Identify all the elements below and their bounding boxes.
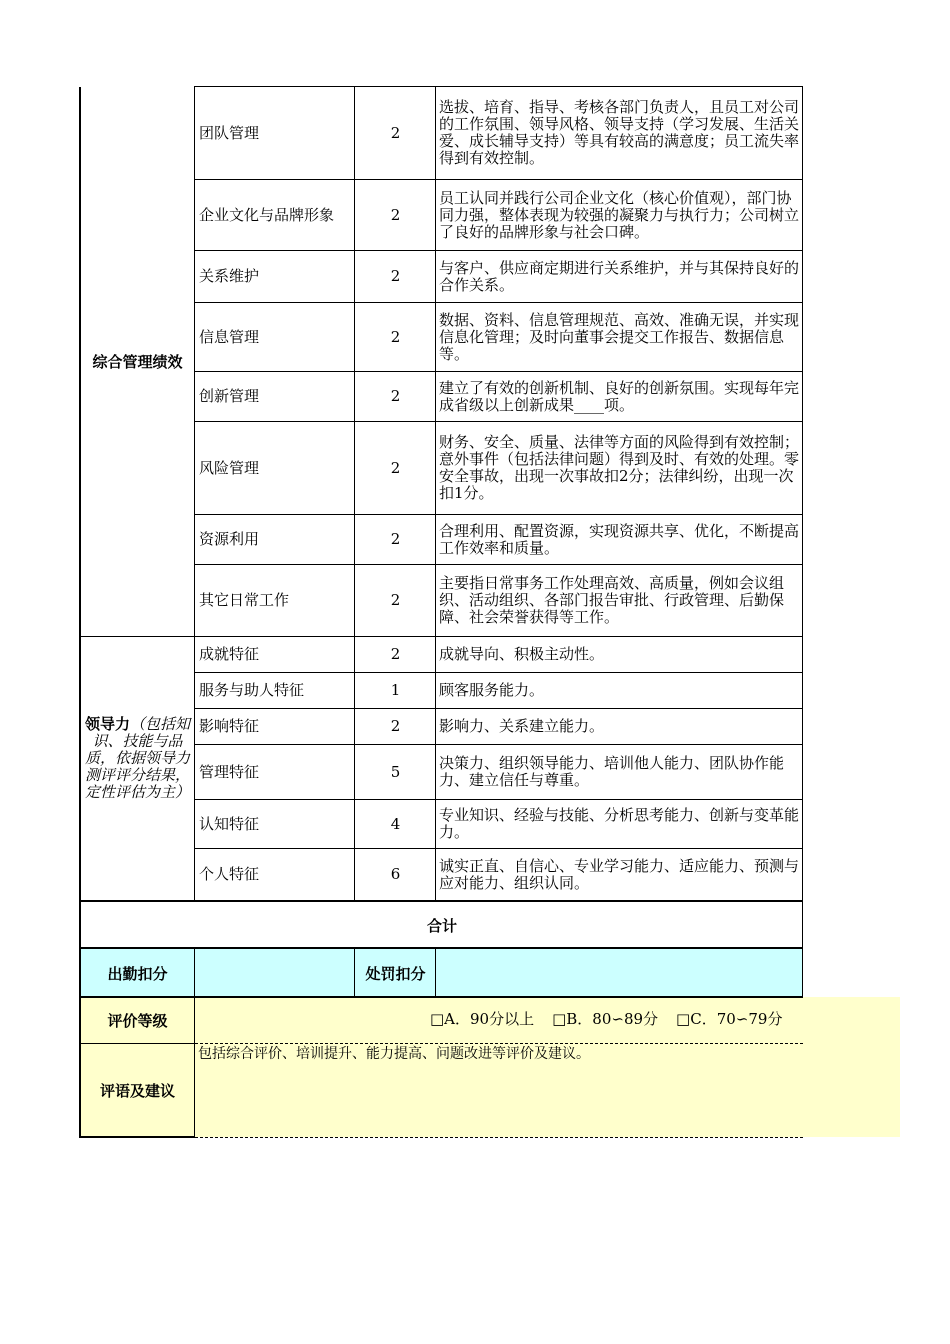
grade-options[interactable] — [430, 1011, 820, 1031]
desc-resource: 合理利用、配置资源，实现资源共享、优化，不断提高工作效率和质量。 — [439, 521, 800, 557]
item-innovation: 创新管理 — [199, 387, 260, 405]
grid-h-section — [79, 636, 803, 637]
desc-team-management: 选拔、培育、指导、考核各部门负责人，且员工对公司的工作氛围、领导风格、领导支持（学习发展、生活关爱、成长辅导支持）等具有较高的满意度；员工流失率得到有效控制。 — [439, 98, 800, 167]
desc-service: 顾客服务能力。 — [439, 681, 545, 699]
item-team-management: 团队管理 — [199, 123, 260, 142]
leadership-note: （包括知识、技能与品质，依据领导力测评评分结果，定性评估为主） — [84, 715, 191, 801]
grid-h — [194, 179, 803, 180]
desc-innovation: 建立了有效的创新机制、良好的创新氛围。实现每年完成省级以上创新成果____项。 — [439, 378, 800, 414]
score-information: 2 — [390, 327, 401, 346]
leadership-title: 领导力 — [84, 715, 130, 733]
grid-h — [194, 421, 803, 422]
score-daily-work: 2 — [390, 591, 401, 609]
score-culture-brand: 2 — [390, 205, 401, 224]
grid-h-grade-left — [79, 1043, 195, 1044]
desc-culture-brand: 员工认同并践行公司企业文化（核心价值观），部门协同力强，整体表现为较强的凝聚力与执行力；公司树立了良好的品牌形象与社会口碑。 — [439, 188, 800, 241]
total-label: 合计 — [426, 916, 457, 935]
penalty-label: 处罚扣分 — [365, 964, 426, 983]
category-comprehensive: 综合管理绩效 — [92, 353, 183, 371]
grid-v1 — [194, 87, 195, 901]
grid-h — [194, 302, 803, 303]
grid-h — [194, 564, 803, 565]
item-risk: 风险管理 — [199, 458, 260, 477]
grid-h — [194, 672, 803, 673]
score-innovation: 2 — [390, 387, 401, 405]
grid-v-att2 — [354, 948, 355, 997]
score-resource: 2 — [390, 530, 401, 548]
score-service: 1 — [390, 681, 401, 699]
item-relationship: 关系维护 — [199, 267, 260, 285]
score-team-management: 2 — [390, 123, 401, 142]
score-cognitive: 4 — [390, 814, 401, 833]
item-resource: 资源利用 — [199, 530, 260, 548]
grade-option-a[interactable]: □A．90分以上 — [430, 1010, 535, 1028]
item-achievement: 成就特征 — [199, 645, 260, 663]
grid-h-thick — [79, 900, 803, 902]
border-left — [79, 87, 81, 1138]
grid-h-bottom-dash — [195, 1137, 803, 1138]
grid-h — [194, 371, 803, 372]
desc-personal: 诚实正直、自信心、专业学习能力、适应能力、预测与应对能力、组织认同。 — [439, 856, 800, 892]
attendance-value[interactable] — [195, 949, 354, 997]
grid-h — [194, 250, 803, 251]
score-achievement: 2 — [390, 645, 401, 663]
item-information: 信息管理 — [199, 327, 260, 346]
item-daily-work: 其它日常工作 — [199, 591, 290, 609]
desc-achievement: 成就导向、积极主动性。 — [439, 645, 605, 663]
grid-h-att-bottom — [79, 996, 803, 998]
grade-option-c[interactable]: □C．70∽79分 — [676, 1010, 783, 1028]
item-influence: 影响特征 — [199, 717, 260, 735]
comment-placeholder[interactable]: 包括综合评价、培训提升、能力提高、问题改进等评价及建议。 — [198, 1046, 590, 1062]
grid-top — [194, 86, 803, 87]
grid-v3 — [435, 87, 436, 901]
item-management-trait: 管理特征 — [199, 762, 260, 781]
penalty-value[interactable] — [436, 949, 803, 997]
item-culture-brand: 企业文化与品牌形象 — [199, 205, 335, 224]
attendance-label: 出勤扣分 — [107, 964, 168, 983]
desc-influence: 影响力、关系建立能力。 — [439, 717, 605, 735]
grid-h — [194, 708, 803, 709]
score-management-trait: 5 — [390, 762, 401, 781]
item-service: 服务与助人特征 — [199, 681, 305, 699]
grid-v2 — [354, 87, 355, 901]
desc-cognitive: 专业知识、经验与技能、分析思考能力、创新与变革能力。 — [439, 806, 800, 841]
grid-h-grade-dash — [195, 1043, 803, 1044]
category-leadership — [81, 637, 194, 900]
grid-h-total — [79, 947, 803, 949]
grade-label: 评价等级 — [107, 1011, 168, 1030]
grid-v-att3 — [435, 948, 436, 997]
grade-option-b[interactable]: □B．80∽89分 — [552, 1010, 659, 1028]
grid-h — [194, 799, 803, 800]
grid-h — [194, 848, 803, 849]
grid-h — [194, 744, 803, 745]
desc-risk: 财务、安全、质量、法律等方面的风险得到有效控制；意外事件（包括法律问题）得到及时、有效的处理。零安全事故，出现一次事故扣2分；法律纠纷，出现一次扣1分。 — [439, 433, 800, 502]
grid-h-bottom-left — [79, 1136, 195, 1138]
grid-v4 — [802, 87, 803, 997]
item-cognitive: 认知特征 — [199, 814, 260, 833]
score-personal: 6 — [390, 865, 401, 883]
desc-information: 数据、资料、信息管理规范、高效、准确无误，并实现信息化管理；及时向董事会提交工作报告、数据信息等。 — [439, 310, 800, 363]
desc-management-trait: 决策力、组织领导能力、培训他人能力、团队协作能力、建立信任与尊重。 — [439, 754, 785, 789]
score-risk: 2 — [390, 458, 401, 477]
grid-h — [194, 514, 803, 515]
item-personal: 个人特征 — [199, 865, 260, 883]
comment-label: 评语及建议 — [99, 1082, 175, 1100]
desc-daily-work: 主要指日常事务工作处理高效、高质量，例如会议组织、活动组织、各部门报告审批、行政管理、后勤保障、社会荣誉获得等工作。 — [439, 574, 785, 626]
score-relationship: 2 — [390, 267, 401, 285]
desc-relationship: 与客户、供应商定期进行关系维护，并与其保持良好的合作关系。 — [439, 258, 800, 294]
score-influence: 2 — [390, 717, 401, 735]
